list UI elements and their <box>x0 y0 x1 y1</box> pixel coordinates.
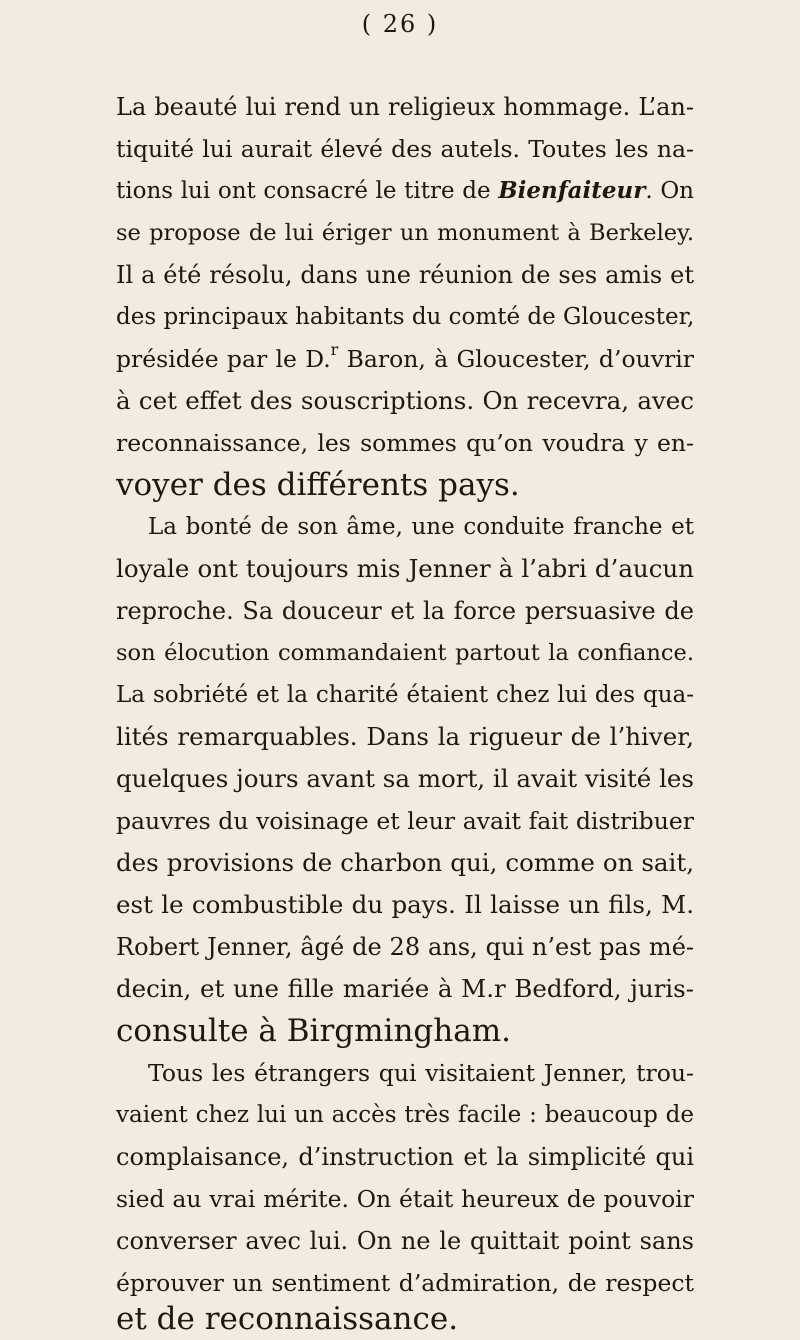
text-segment: Baron, à Gloucester, d’ouvrir <box>338 345 694 373</box>
text-line: voyer des différents pays. <box>116 467 520 503</box>
text-line: son élocution commandaient partout la confiance. <box>116 640 694 666</box>
text-line: Il a été résolu, dans une réunion de ses amis et <box>116 261 694 289</box>
text-line: decin, et une fille mariée à M.r Bedford, juris- <box>116 974 694 1003</box>
text-line: quelques jours avant sa mort, il avait visité les <box>116 764 694 793</box>
text-line: des principaux habitants du comté de Gloucester, <box>116 304 695 330</box>
text-line: vaient chez lui un accès très facile : beaucoup de <box>116 1102 694 1128</box>
page-number: ( 26 ) <box>361 10 439 38</box>
text-line: tiquité lui aurait élevé des autels. Toutes les na- <box>116 135 694 163</box>
text-line <box>116 170 694 212</box>
text-segment: tions lui ont consacré le titre de <box>116 178 499 204</box>
text-line: reproche. Sa douceur et la force persuasive de <box>116 597 694 625</box>
text-line: est le combustible du pays. Il laisse un fils, M. <box>116 890 694 919</box>
superscript: r <box>330 340 339 359</box>
text-line: à cet effet des souscriptions. On recevra, avec <box>116 386 694 415</box>
text-segment: . On <box>645 178 694 204</box>
text-line <box>116 338 694 380</box>
text-line: Robert Jenner, âgé de 28 ans, qui n’est pas mé- <box>116 933 694 961</box>
text-line: Tous les étrangers qui visitaient Jenner, trou- <box>148 1059 694 1087</box>
text-line: La sobriété et la charité étaient chez lui des qua- <box>116 682 694 708</box>
text-line: et de reconnaissance. <box>116 1301 459 1337</box>
text-line: La beauté lui rend un religieux hommage. L’an- <box>116 93 694 121</box>
text-line: reconnaissance, les sommes qu’on voudra y en- <box>116 429 694 457</box>
text-line: loyale ont toujours mis Jenner à l’abri d’aucun <box>116 554 694 583</box>
text-line: complaisance, d’instruction et la simplicité qui <box>116 1143 694 1171</box>
text-line: sied au vrai mérite. On était heureux de pouvoir <box>116 1185 694 1213</box>
text-line: consulte à Birgmingham. <box>116 1013 511 1049</box>
emphasized-word: Bienfaiteur <box>498 177 646 204</box>
text-line: pauvres du voisinage et leur avait fait distribuer <box>116 807 694 835</box>
text-segment: présidée par le D. <box>116 345 331 373</box>
text-line: lités remarquables. Dans la rigueur de l’hiver, <box>116 722 694 751</box>
text-line: éprouver un sentiment d’admiration, de respect <box>116 1269 694 1297</box>
text-line: se propose de lui ériger un monument à Berkeley. <box>116 220 694 246</box>
text-line: La bonté de son âme, une conduite franche et <box>148 514 694 540</box>
text-line: des provisions de charbon qui, comme on sait, <box>116 848 694 877</box>
text-line: converser avec lui. On ne le quittait point sans <box>116 1227 694 1255</box>
